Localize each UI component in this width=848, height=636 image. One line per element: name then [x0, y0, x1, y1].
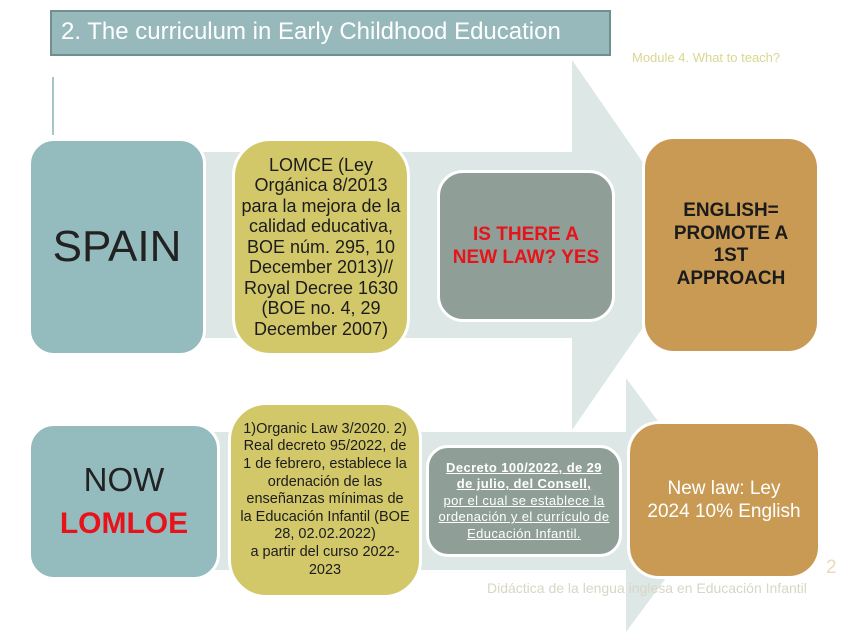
organic-law-text: 1)Organic Law 3/2020. 2) Real decreto 95/2022, de 1 de febrero, establece la ordenación de las enseñanzas mínimas de la Educación Infantil (BOE 28, 02.02.2022) — [240, 420, 410, 543]
school-year-text: a partir del curso 2022-2023 — [250, 543, 400, 578]
new-law-box — [627, 421, 821, 579]
spain-box — [28, 138, 206, 356]
module-label: Module 4. What to teach? — [632, 50, 781, 65]
new-law-question-box — [437, 170, 615, 322]
page-number: 2 — [826, 557, 837, 578]
lomce-box — [232, 138, 410, 356]
organic-law-box — [228, 402, 422, 598]
now-label: NOW — [83, 460, 165, 498]
decreto-link-title[interactable]: Decreto 100/2022, de 29 de julio, del Consell, — [446, 459, 602, 492]
new-law-question-text: IS THERE A NEW LAW? YES — [452, 224, 600, 268]
page-title: 2. The curriculum in Early Childhood Education — [50, 10, 611, 56]
english-approach-box — [642, 136, 820, 354]
decreto-box — [426, 445, 622, 557]
new-law-text: New law: Ley 2024 10% English — [647, 477, 801, 522]
footer-text: Didáctica de la lengua inglesa en Educación Infantil — [487, 580, 807, 596]
lomce-text: LOMCE (Ley Orgánica 8/2013 para la mejora de la calidad educativa, BOE núm. 295, 10 December 2013)// Royal Decree 1630 (BOE no. 4, 29 December 2007) — [241, 154, 401, 339]
lomloe-label: LOMLOE — [59, 506, 189, 540]
now-lomloe-box — [28, 423, 220, 580]
spain-label: SPAIN — [52, 222, 182, 271]
title-connector-line — [52, 77, 54, 135]
decreto-link-text[interactable]: por el cual se establece la ordenación y el currículo de Educación Infantil. — [438, 492, 610, 541]
english-approach-text: ENGLISH= PROMOTE A 1ST APPROACH — [673, 200, 789, 289]
